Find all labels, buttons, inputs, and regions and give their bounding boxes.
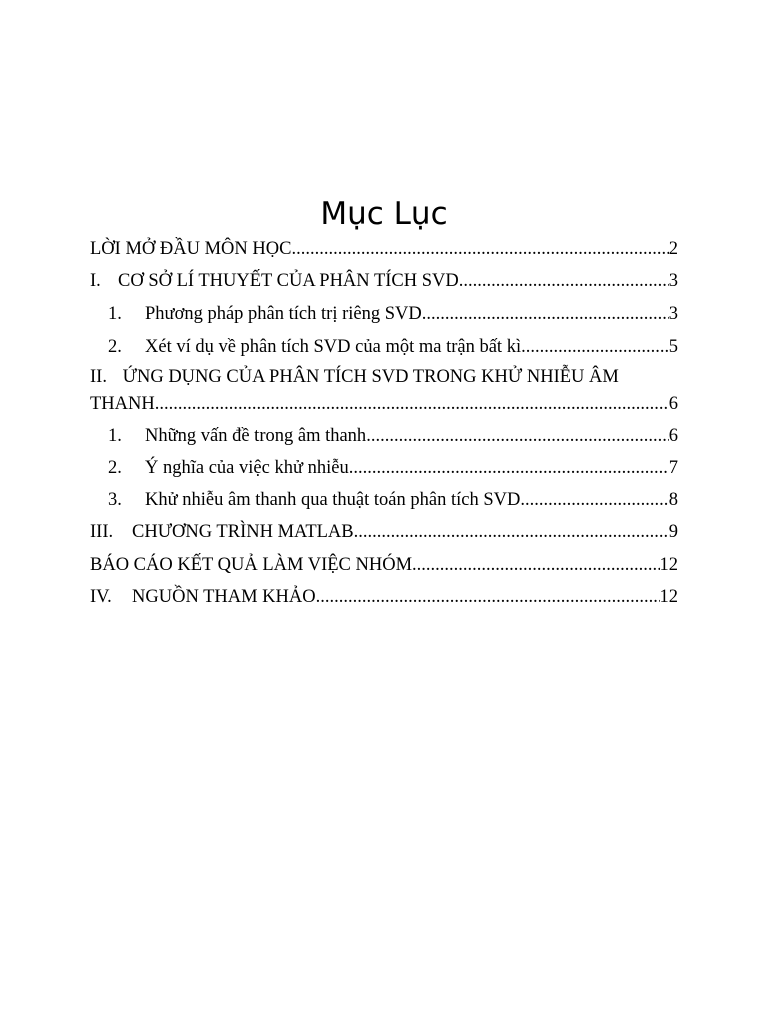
- toc-entry-page: 8: [668, 490, 678, 510]
- toc-leader-dots: [316, 584, 660, 611]
- toc-entry-text: Ý nghĩa của việc khử nhiễu: [145, 458, 349, 478]
- toc-leader-dots: [366, 423, 669, 450]
- toc-leader-dots: [412, 552, 659, 579]
- toc-entry-text: LỜI MỞ ĐẦU MÔN HỌC: [90, 239, 292, 259]
- toc-leader-dots: [459, 268, 669, 295]
- toc-entry-section-2[interactable]: [90, 364, 678, 391]
- toc-entry-section-2-1[interactable]: [108, 423, 678, 450]
- toc-entry-intro[interactable]: [90, 236, 678, 263]
- toc-entry-section-4[interactable]: [90, 584, 678, 611]
- toc-entry-page: 12: [659, 587, 678, 607]
- toc-entry-page: 3: [668, 271, 678, 291]
- toc-entry-page: 6: [668, 394, 678, 414]
- toc-entry-number: 3.: [108, 490, 122, 510]
- toc-entry-number: 2.: [108, 458, 122, 478]
- toc-entry-section-2-3[interactable]: [108, 487, 678, 514]
- toc-entry-page: 12: [659, 555, 678, 575]
- toc-entry-text: ỨNG DỤNG CỦA PHÂN TÍCH SVD TRONG KHỬ NHIỄU ÂM: [122, 367, 619, 387]
- toc-entry-page: 3: [668, 304, 678, 324]
- toc-entry-number: I.: [90, 271, 101, 291]
- toc-entry-number: 1.: [108, 304, 122, 324]
- toc-entry-page: 5: [668, 337, 678, 357]
- toc-entry-number: II.: [90, 367, 107, 387]
- toc-entry-section-1-1[interactable]: [108, 301, 678, 328]
- toc-entry-text: CHƯƠNG TRÌNH MATLAB: [132, 522, 354, 542]
- toc-entry-section-1[interactable]: [90, 268, 678, 295]
- toc-entry-page: 2: [668, 239, 678, 259]
- toc-entry-text-continued: THANH: [90, 394, 155, 414]
- toc-entry-number: IV.: [90, 587, 112, 607]
- toc-entry-page: 6: [668, 426, 678, 446]
- toc-entry-text: Xét ví dụ về phân tích SVD của một ma trận bất kì: [145, 337, 522, 357]
- toc-entry-text: Phương pháp phân tích trị riêng SVD: [145, 304, 422, 324]
- toc-entry-text: NGUỒN THAM KHẢO: [132, 587, 316, 607]
- toc-entry-text: CƠ SỞ LÍ THUYẾT CỦA PHÂN TÍCH SVD: [118, 271, 459, 291]
- toc-entry-page: 7: [668, 458, 678, 478]
- toc-leader-dots: [291, 236, 668, 263]
- toc-entry-section-1-2[interactable]: [108, 334, 678, 361]
- toc-entry-page: 9: [668, 522, 678, 542]
- toc-entry-text: Khử nhiễu âm thanh qua thuật toán phân tích SVD: [145, 490, 521, 510]
- toc-leader-dots: [520, 487, 668, 514]
- toc-leader-dots: [422, 301, 669, 328]
- toc-entry-number: 1.: [108, 426, 122, 446]
- toc-entry-group-report[interactable]: [90, 552, 678, 579]
- toc-title: Mục Lục: [320, 196, 448, 232]
- toc-leader-dots: [521, 334, 669, 361]
- toc-entry-number: 2.: [108, 337, 122, 357]
- toc-entry-number: III.: [90, 522, 114, 542]
- toc-entry-section-2-continued[interactable]: [90, 391, 678, 418]
- toc-entry-text: BÁO CÁO KẾT QUẢ LÀM VIỆC NHÓM: [90, 555, 413, 575]
- toc-leader-dots: [155, 391, 669, 418]
- toc-entry-text: Những vấn đề trong âm thanh: [145, 426, 367, 446]
- toc-leader-dots: [349, 455, 669, 482]
- toc-entry-section-2-2[interactable]: [108, 455, 678, 482]
- toc-leader-dots: [354, 519, 669, 546]
- toc-entry-section-3[interactable]: [90, 519, 678, 546]
